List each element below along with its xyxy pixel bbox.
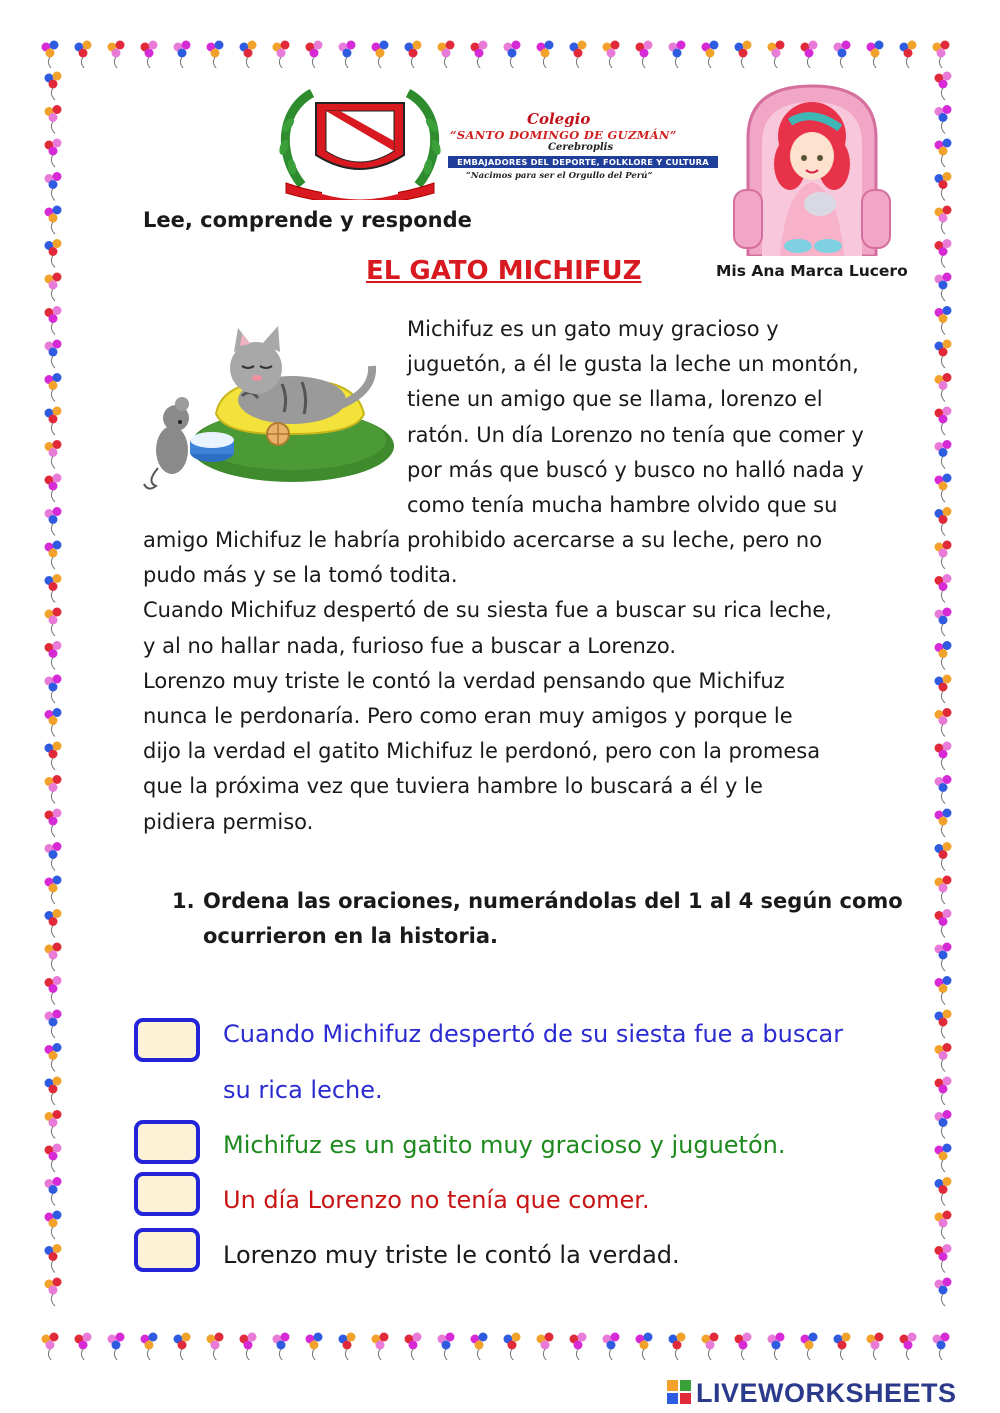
story-text-intro: [407, 312, 927, 523]
balloon-icon: [504, 1333, 521, 1361]
option-3: Un día Lorenzo no tenía que comer.: [223, 1186, 650, 1214]
balloon-icon: [933, 1333, 950, 1361]
balloon-icon: [603, 41, 620, 69]
balloon-icon: [900, 1333, 917, 1361]
balloon-icon: [207, 41, 224, 69]
balloon-icon: [636, 41, 653, 69]
answer-box-3[interactable]: [134, 1172, 200, 1216]
balloon-icon: [45, 72, 62, 101]
school-name: “SANTO DOMINGO DE GUZMÁN”: [450, 128, 677, 142]
balloon-icon: [174, 41, 191, 69]
balloon-icon: [504, 41, 521, 69]
balloon-icon: [935, 440, 952, 469]
instruction-heading: Lee, comprende y responde: [143, 208, 472, 232]
balloon-icon: [900, 41, 917, 69]
balloon-icon: [75, 1333, 92, 1361]
balloon-icon: [603, 1333, 620, 1361]
balloon-icon: [45, 105, 62, 134]
story-line: dijo la verdad el gatito Michifuz le perdonó, pero con la promesa: [143, 739, 821, 764]
balloon-icon: [45, 507, 62, 536]
school-prefix: Colegio: [527, 110, 591, 128]
balloon-icon: [935, 574, 952, 603]
balloon-icon: [45, 943, 62, 972]
balloon-icon: [45, 206, 62, 235]
balloon-icon: [405, 1333, 422, 1361]
story-line: Michifuz es un gato muy gracioso y: [407, 317, 779, 341]
story-line: pudo más y se la tomó todita.: [143, 563, 458, 588]
balloon-icon: [45, 1144, 62, 1173]
balloon-icon: [935, 273, 952, 302]
balloon-border-right: [930, 70, 960, 1330]
balloon-icon: [935, 105, 952, 134]
balloon-icon: [141, 41, 158, 69]
balloon-icon: [405, 41, 422, 69]
balloon-icon: [935, 876, 952, 905]
balloon-icon: [801, 1333, 818, 1361]
balloon-icon: [935, 1043, 952, 1072]
balloon-border-left: [40, 70, 70, 1330]
cat-mouse-illustration: [142, 322, 394, 490]
answer-box-1[interactable]: [134, 1018, 200, 1062]
school-band: EMBAJADORES DEL DEPORTE, FOLKLORE Y CULTURA: [448, 156, 718, 168]
balloon-icon: [45, 273, 62, 302]
balloon-icon: [935, 909, 952, 938]
balloon-icon: [935, 775, 952, 804]
balloon-icon: [207, 1333, 224, 1361]
balloon-icon: [935, 742, 952, 771]
balloon-icon: [935, 541, 952, 570]
balloon-icon: [306, 1333, 323, 1361]
balloon-icon: [45, 306, 62, 335]
balloon-icon: [935, 239, 952, 268]
balloon-icon: [438, 1333, 455, 1361]
balloon-icon: [108, 41, 125, 69]
balloon-icon: [935, 842, 952, 871]
balloon-icon: [935, 206, 952, 235]
balloon-icon: [933, 41, 950, 69]
balloon-icon: [45, 574, 62, 603]
balloon-icon: [240, 1333, 257, 1361]
balloon-icon: [867, 1333, 884, 1361]
balloon-icon: [702, 1333, 719, 1361]
balloon-icon: [45, 407, 62, 436]
balloon-icon: [45, 976, 62, 1005]
balloon-icon: [935, 1278, 952, 1307]
liveworksheets-logo-icon: [667, 1380, 691, 1404]
story-line: pidiera permiso.: [143, 809, 314, 834]
balloon-icon: [935, 708, 952, 737]
balloon-icon: [471, 1333, 488, 1361]
balloon-icon: [935, 139, 952, 168]
balloon-icon: [438, 41, 455, 69]
balloon-icon: [702, 41, 719, 69]
balloon-icon: [45, 340, 62, 369]
balloon-icon: [75, 41, 92, 69]
balloon-icon: [935, 809, 952, 838]
balloon-icon: [935, 976, 952, 1005]
balloon-icon: [45, 775, 62, 804]
balloon-icon: [935, 641, 952, 670]
balloon-icon: [108, 1333, 125, 1361]
balloon-icon: [537, 1333, 554, 1361]
balloon-border-bottom: [40, 1330, 964, 1360]
balloon-icon: [45, 1010, 62, 1039]
balloon-icon: [935, 608, 952, 637]
balloon-icon: [45, 474, 62, 503]
story-line: nunca le perdonaría. Pero como eran muy amigos y porque le: [143, 704, 793, 729]
balloon-icon: [669, 41, 686, 69]
balloon-icon: [636, 1333, 653, 1361]
question-number: 1.: [172, 889, 195, 913]
balloon-icon: [339, 41, 356, 69]
story-title: EL GATO MICHIFUZ: [366, 256, 642, 286]
balloon-icon: [42, 1333, 59, 1361]
school-motto: “Nacimos para ser el Orgullo del Perú”: [466, 171, 653, 181]
balloon-icon: [45, 1278, 62, 1307]
story-line: que la próxima vez que tuviera hambre lo buscará a él y le: [143, 774, 763, 799]
balloon-icon: [935, 1077, 952, 1106]
teacher-name: Mis Ana Marca Lucero: [716, 262, 908, 280]
balloon-icon: [45, 909, 62, 938]
story-line: Cuando Michifuz despertó de su siesta fue a buscar su rica leche,: [143, 598, 832, 623]
balloon-icon: [935, 1177, 952, 1206]
balloon-icon: [867, 41, 884, 69]
option-2: Michifuz es un gatito muy gracioso y juguetón.: [223, 1131, 786, 1159]
balloon-icon: [174, 1333, 191, 1361]
balloon-icon: [45, 1077, 62, 1106]
balloon-icon: [45, 608, 62, 637]
balloon-icon: [45, 139, 62, 168]
balloon-icon: [935, 1244, 952, 1273]
balloon-icon: [935, 172, 952, 201]
option-4: Lorenzo muy triste le contó la verdad.: [223, 1241, 680, 1269]
balloon-icon: [669, 1333, 686, 1361]
balloon-icon: [45, 1043, 62, 1072]
story-text-body: [143, 523, 883, 840]
balloon-icon: [935, 1211, 952, 1240]
balloon-icon: [45, 1211, 62, 1240]
story-line: juguetón, a él le gusta la leche un montón,: [407, 352, 859, 377]
balloon-icon: [42, 41, 59, 69]
balloon-icon: [935, 675, 952, 704]
balloon-icon: [801, 41, 818, 69]
balloon-icon: [240, 41, 257, 69]
balloon-icon: [768, 1333, 785, 1361]
balloon-icon: [339, 1333, 356, 1361]
balloon-icon: [45, 239, 62, 268]
balloon-icon: [935, 943, 952, 972]
balloon-border-top: [40, 38, 964, 68]
school-crest: [272, 85, 448, 200]
story-line: por más que buscó y busco no halló nada y: [407, 457, 864, 482]
balloon-icon: [45, 373, 62, 402]
balloon-icon: [570, 1333, 587, 1361]
balloon-icon: [372, 1333, 389, 1361]
balloon-icon: [372, 41, 389, 69]
balloon-icon: [935, 373, 952, 402]
balloon-icon: [45, 541, 62, 570]
balloon-icon: [935, 407, 952, 436]
balloon-icon: [935, 1144, 952, 1173]
balloon-icon: [735, 1333, 752, 1361]
balloon-icon: [834, 41, 851, 69]
balloon-icon: [735, 41, 752, 69]
story-line: Lorenzo muy triste le contó la verdad pensando que Michifuz: [143, 668, 785, 693]
question-1: [172, 884, 903, 954]
balloon-icon: [45, 708, 62, 737]
balloon-icon: [45, 172, 62, 201]
option-1-line-1: Cuando Michifuz despertó de su siesta fue a buscar: [223, 1020, 844, 1048]
balloon-icon: [45, 742, 62, 771]
balloon-icon: [141, 1333, 158, 1361]
balloon-icon: [935, 1110, 952, 1139]
balloon-icon: [537, 41, 554, 69]
balloon-icon: [471, 41, 488, 69]
balloon-icon: [834, 1333, 851, 1361]
question-text-cont: ocurrieron en la historia.: [203, 924, 499, 948]
balloon-icon: [768, 41, 785, 69]
story-line: amigo Michifuz le habría prohibido acercarse a su leche, pero no: [143, 528, 823, 552]
balloon-icon: [935, 340, 952, 369]
balloon-icon: [306, 41, 323, 69]
balloon-icon: [935, 507, 952, 536]
balloon-icon: [45, 675, 62, 704]
balloon-icon: [935, 72, 952, 101]
balloon-icon: [935, 474, 952, 503]
balloon-icon: [45, 440, 62, 469]
balloon-icon: [45, 809, 62, 838]
balloon-icon: [45, 641, 62, 670]
balloon-icon: [45, 1110, 62, 1139]
story-line: tiene un amigo que se llama, lorenzo el: [407, 387, 823, 412]
balloon-icon: [45, 1177, 62, 1206]
option-1-line-2: su rica leche.: [223, 1076, 383, 1104]
story-line: y al no hallar nada, furioso fue a buscar a Lorenzo.: [143, 633, 676, 658]
answer-box-4[interactable]: [134, 1228, 200, 1272]
balloon-icon: [45, 876, 62, 905]
story-line: como tenía mucha hambre olvido que su: [407, 493, 838, 518]
balloon-icon: [935, 306, 952, 335]
balloon-icon: [273, 1333, 290, 1361]
balloon-icon: [570, 41, 587, 69]
answer-box-2[interactable]: [134, 1120, 200, 1164]
balloon-icon: [45, 1244, 62, 1273]
girl-throne-illustration: [728, 78, 896, 256]
balloon-icon: [273, 41, 290, 69]
balloon-icon: [935, 1010, 952, 1039]
school-city: Cerebroplis: [548, 142, 614, 153]
balloon-icon: [45, 842, 62, 871]
question-text: Ordena las oraciones, numerándolas del 1 al 4 según como: [203, 889, 903, 913]
story-line: ratón. Un día Lorenzo no tenía que comer y: [407, 422, 864, 447]
liveworksheets-brand: LIVEWORKSHEETS: [696, 1378, 957, 1408]
